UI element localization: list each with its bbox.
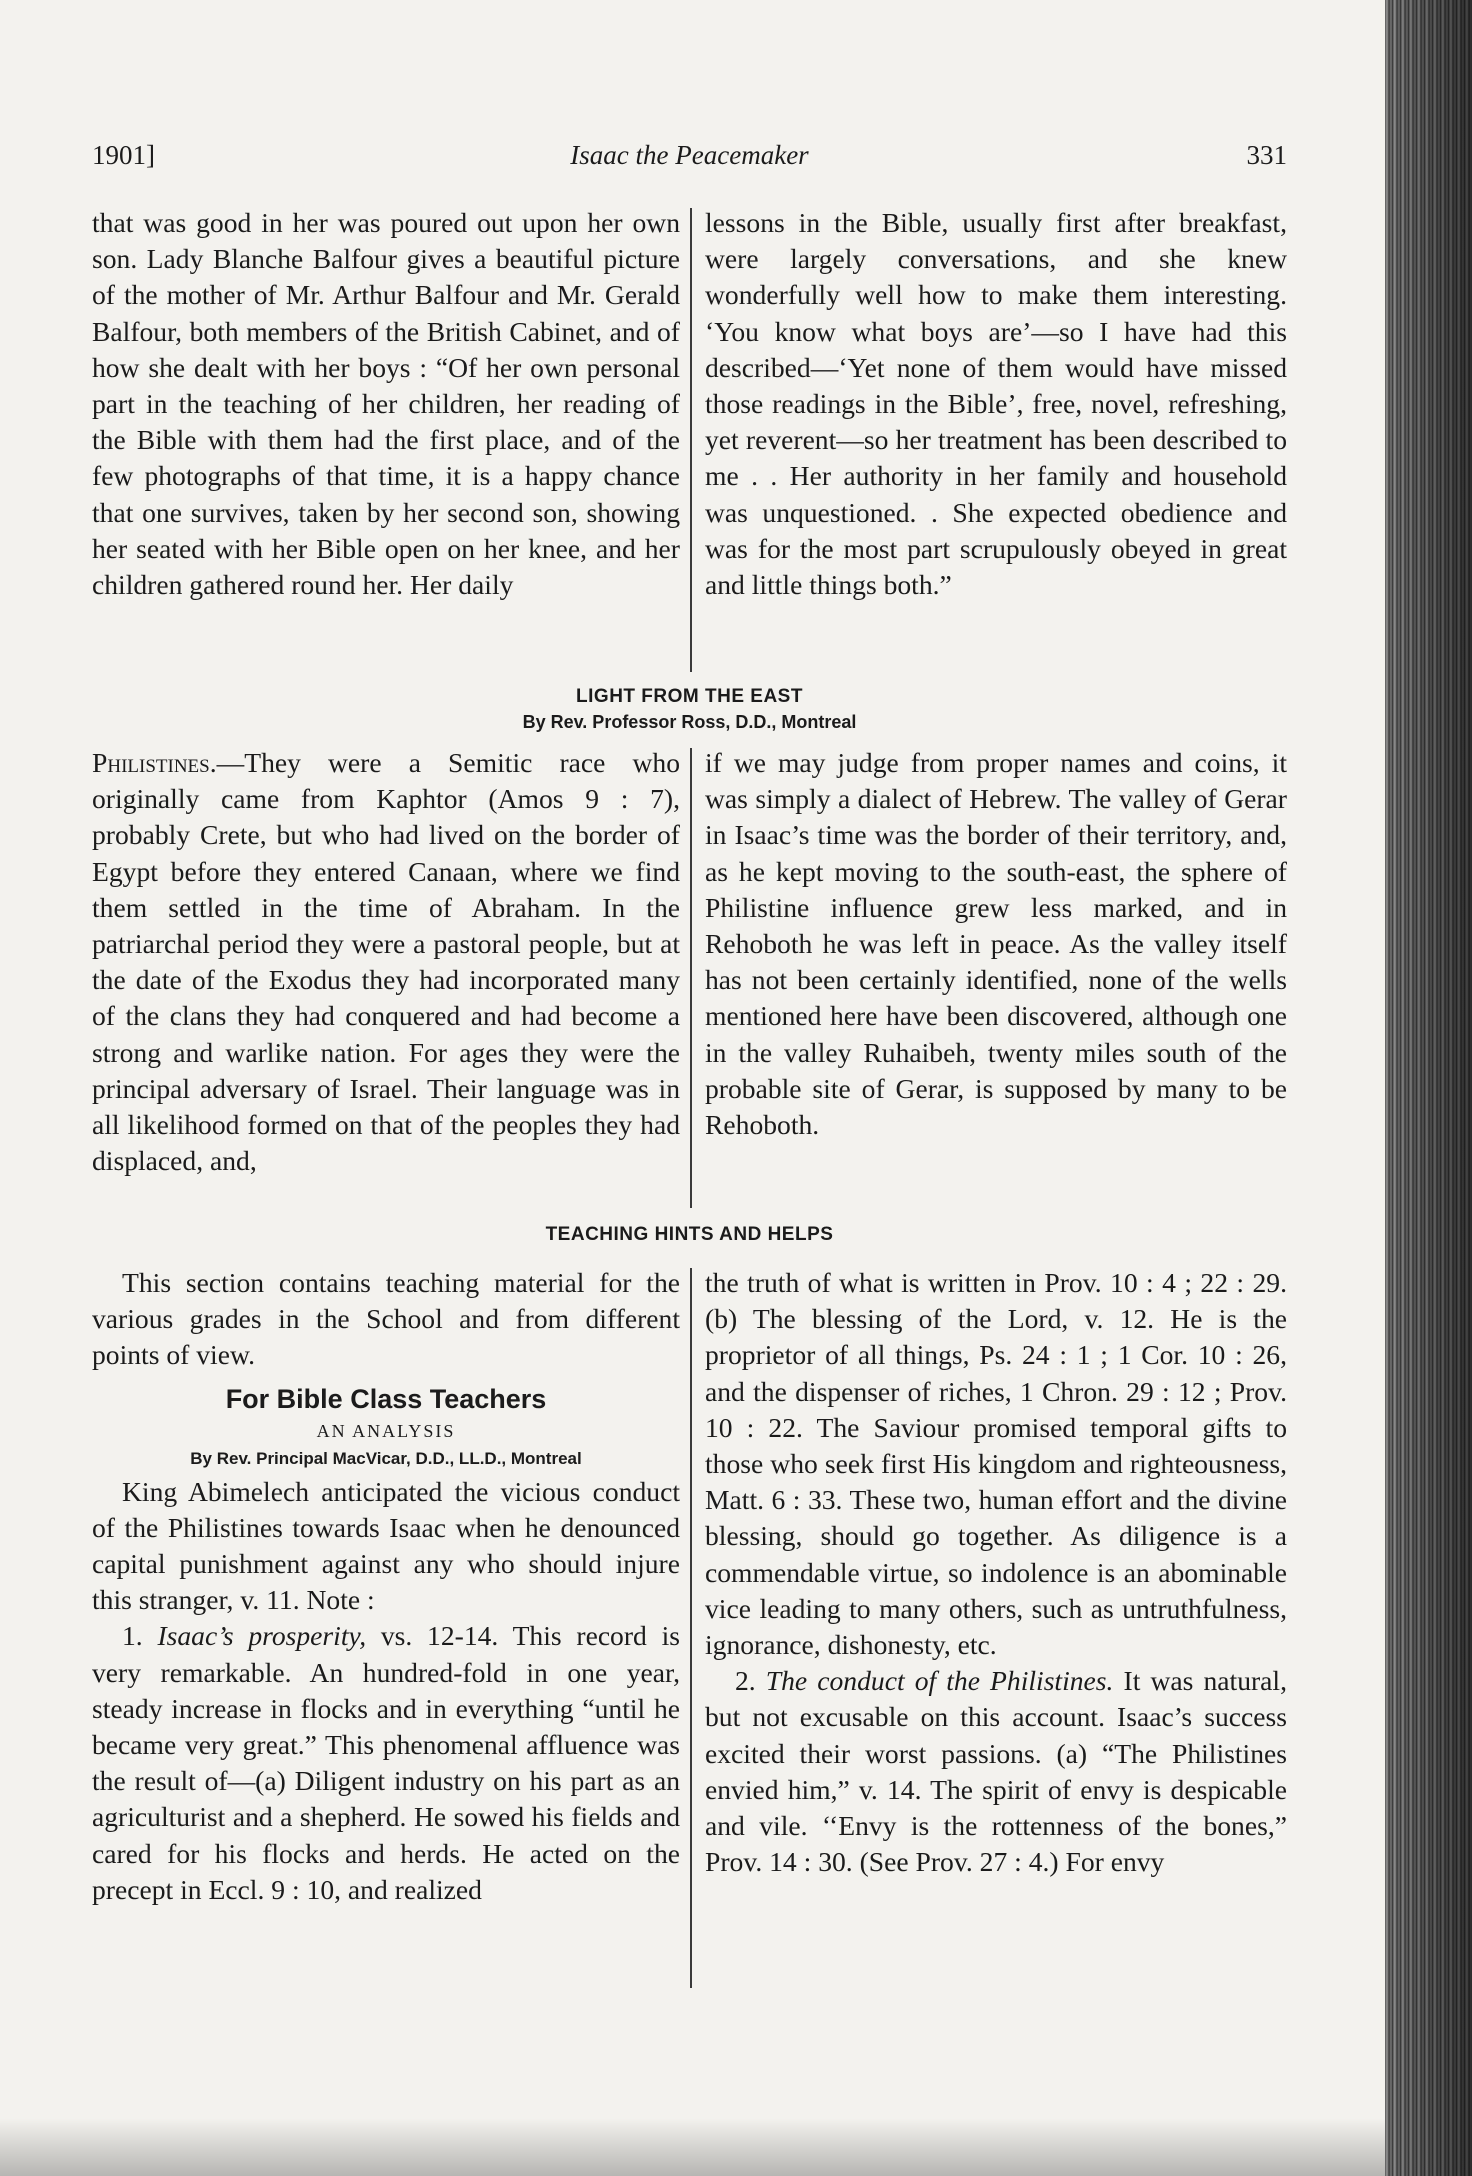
subheading-an-analysis: AN ANALYSIS: [316, 1420, 456, 1441]
analysis-right-paragraph: the truth of what is written in Prov. 10 : 4 ; 22 : 29. (b) The blessing of the Lord, v. 12. He is the proprietor of all things, Ps. 24 : 1 ; 1 Cor. 10 : 26, and the dispenser of riches, 1 Chron. 29 : 12 ; Prov. 10 : 22. The Saviour promised temporal gifts to those who seek first His kingdom and righteousness, Matt. 6 : 33. These two, human effort and the divine blessing, should go together. As diligence is a commendable virtue, so indolence is an abominable vice leading to many others, such as untruthfulness, ignorance, dishonesty, etc.: [705, 1267, 1287, 1661]
page-bottom-shadow: [0, 2118, 1395, 2176]
running-head: [92, 140, 1287, 180]
section-heading-light-from-the-east: LIGHT FROM THE EAST: [576, 686, 803, 707]
item-1-title: Isaac’s prosperity,: [157, 1620, 367, 1652]
light-right-column: [705, 745, 1287, 1215]
fore-edge-shadow: [1395, 0, 1472, 2176]
lead-word-philistines: Philistines.: [92, 747, 217, 778]
light-right-text: if we may judge from proper names and coins, it was simply a dialect of Hebrew. The valley of Gerar in Isaac’s time was the border of their territory, and, as he kept moving to the south-east, the sphere of Philistine influence grew less marked, and in Rehoboth he was left in peace. As the valley itself has not been certainly identified, none of the wells mentioned here have been discovered, although one in the valley Ruhaibeh, twenty miles south of the probable site of Gerar, is supposed by many to be Rehoboth.: [705, 747, 1287, 1141]
column-rule-top: [690, 208, 692, 672]
analysis-item-1: 1. Isaac’s prosperity, vs. 12-14. This record is very remarkable. An hundred-fold in one year, steady increase in flocks and in everything “until he became very great.” This phenomenal affluence was the result of—(a) Diligent industry on his part as an agriculturist and a shepherd. He sowed his fields and cared for his flocks and herds. He acted on the precept in Eccl. 9 : 10, and realized: [92, 1620, 680, 1905]
top-right-column: [705, 205, 1287, 675]
page-number: 331: [1246, 140, 1287, 170]
teaching-right-column: [705, 1265, 1287, 1990]
top-left-column: [92, 205, 680, 675]
section-byline-ross: By Rev. Professor Ross, D.D., Montreal: [522, 712, 857, 732]
teaching-intro: This section contains teaching material for the various grades in the School and from different points of view.: [92, 1267, 680, 1371]
byline-macvicar: By Rev. Principal MacVicar, D.D., LL.D., Montreal: [190, 1448, 582, 1468]
running-head-year: 1901]: [92, 140, 155, 170]
analysis-item-2: 2. The conduct of the Philistines. It was natural, but not excusable on this account. Isaac’s success excited their worst passions. (a) “The Philistines envied him,” v. 14. The spirit of envy is despicable and vile. ‘‘Envy is the rottenness of the bones,” Prov. 14 : 30. (See Prov. 27 : 4.) For envy: [705, 1665, 1287, 1878]
column-rule-middle: [690, 748, 692, 1208]
light-left-text: Philistines.—They were a Semitic race who originally came from Kaphtor (Amos 9 : 7), probably Crete, but who had lived on the border of Egypt before they entered Canaan, where we find them settled in the time of Abraham. In the patriarchal period they were a pastoral people, but at the date of the Exodus they had incorporated many of the clans they had conquered and had become a strong and warlike nation. For ages they were the principal adversary of Israel. Their language was in all likelihood formed on that of the peoples they had displaced, and,: [92, 747, 680, 1177]
top-left-text: that was good in her was poured out upon her own son. Lady Blanche Balfour gives a beautiful picture of the mother of Mr. Arthur Balfour and Mr. Gerald Balfour, both members of the British Cabinet, and of how she dealt with her boys : “Of her own personal part in the teaching of her children, her reading of the Bible with them had the first place, and of the few photographs of that time, it is a happy chance that one survives, taken by her second son, showing her seated with her Bible open on her knee, and her children gathered round her. Her daily: [92, 207, 680, 601]
item-2-title: The conduct of the Philistines.: [765, 1665, 1114, 1697]
section-heading-teaching-hints: TEACHING HINTS AND HELPS: [545, 1224, 834, 1245]
teaching-left-column: [92, 1265, 680, 1990]
analysis-paragraph-1: King Abimelech anticipated the vicious conduct of the Philistines towards Isaac when he denounced capital punishment against any who should injure this stranger, v. 11. Note :: [92, 1475, 680, 1616]
top-right-text: lessons in the Bible, usually first after breakfast, were largely conversations, and she knew wonderfully well how to make them interesting. ‘You know what boys are’—so I have had this described—‘Yet none of them would have missed those readings in the Bible’, free, novel, refreshing, yet reverent—so her treatment has been described to me . . Her authority in her family and household was unquestioned. . She expected obedience and was for the most part scrupulously obeyed in great and little things both.”: [705, 207, 1287, 601]
running-head-title: Isaac the Peacemaker: [570, 140, 809, 170]
light-left-column: [92, 745, 680, 1215]
column-rule-bottom: [690, 1268, 692, 1988]
subheading-bible-class-teachers: For Bible Class Teachers: [225, 1383, 547, 1414]
